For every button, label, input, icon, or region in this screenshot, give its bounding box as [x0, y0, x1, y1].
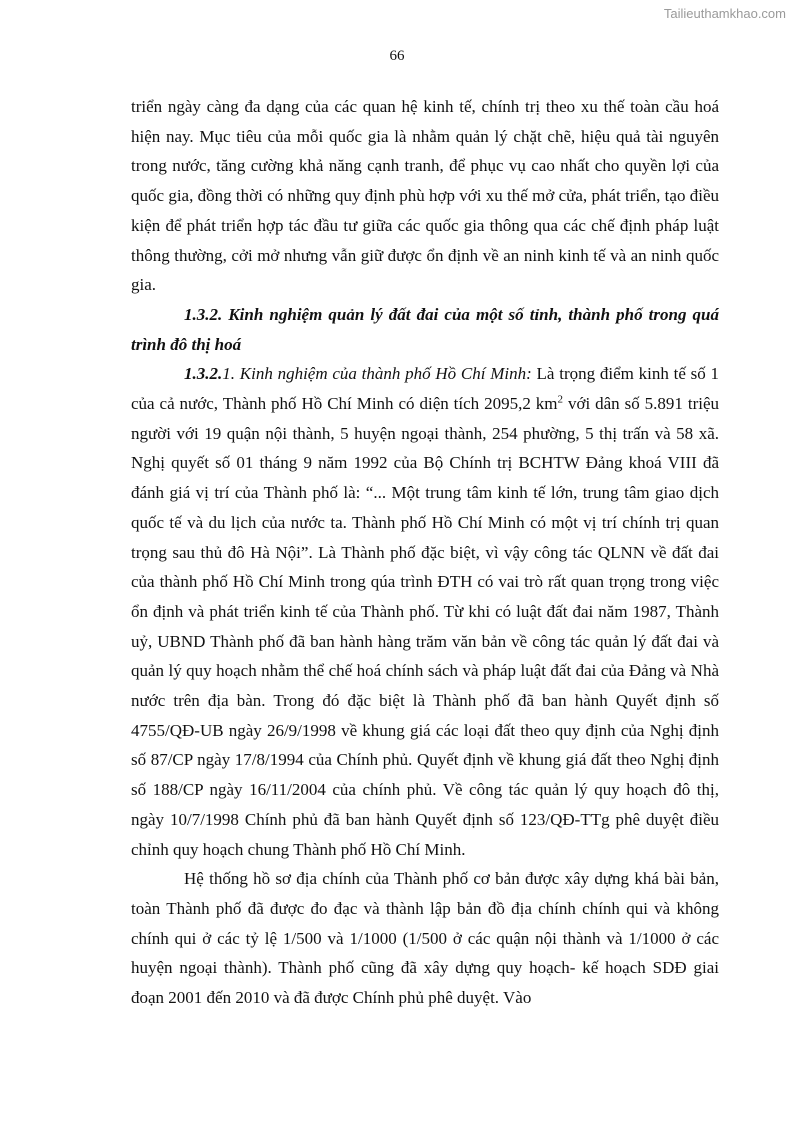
paragraph-1: triển ngày càng đa dạng của các quan hệ kinh tế, chính trị theo xu thế toàn cầu hoá hiện nay. Mục tiêu của mỗi quốc gia là nhằm quản lý chặt chẽ, hiệu quả tài nguyên trong nước, tăng cường khả năng cạnh tranh, để phục vụ cao nhất cho quyền lợi của quốc gia, đồng thời có những quy định phù hợp với xu thế mở cửa, phát triển, tạo điều kiện để phát triển hợp tác đầu tư giữa các quốc gia thông qua các chế định pháp luật thông thường, cởi mở nhưng vẫn giữ được ổn định về an ninh kinh tế và an ninh quốc gia.: [131, 97, 719, 295]
paragraph-3: Hệ thống hồ sơ địa chính của Thành phố cơ bản được xây dựng khá bài bản, toàn Thành phố đã được đo đạc và thành lập bản đồ địa chính chính qui và không chính qui ở các tỷ lệ 1/500 và 1/1000 (1/500 ở các quận nội thành và 1/1000 ở các huyện ngoại thành). Thành phố cũng đã xây dựng quy hoạch- kế hoạch SDĐ giai đoạn 2001 đến 2010 và đã được Chính phủ phê duyệt. Vào: [131, 869, 719, 1008]
subsection-number: 1.3.2.: [184, 364, 223, 384]
subsection-text-part1: Là trọng điểm kinh tế số 1 của cả nước, Thành phố Hồ Chí Minh có diện tích 2095,2 km: [131, 364, 719, 414]
section-heading: 1.3.2. Kinh nghiệm quản lý đất đai của một số tỉnh, thành phố trong quá trình đô thị hoá: [131, 304, 719, 354]
subsection-title: 1. Kinh nghiệm của thành phố Hồ Chí Minh:: [222, 364, 532, 384]
subsection-text-part2: với dân số 5.891 triệu người với 19 quận nội thành, 5 huyện ngoại thành, 254 phường, 5 thị trấn và 58 xã. Nghị quyết số 01 tháng 9 năm 1992 của Bộ Chính trị BCHTW Đảng khoá VIII đã đánh giá vị trí của Thành phố là: “... Một trung tâm kinh tế lớn, trung tâm giao dịch quốc tế và du lịch của nước ta. Thành phố Hồ Chí Minh có một vị trí chính trị quan trọng sau thủ đô Hà Nội”. Là Thành phố đặc biệt, vì vậy công tác QLNN về đất đai của thành phố Hồ Chí Minh trong qúa trình ĐTH có vai trò rất quan trọng trong việc ổn định và phát triển kinh tế của Thành phố. Từ khi có luật đất đai năm 1987, Thành uỷ, UBND Thành phố đã ban hành hàng trăm văn bản về công tác quản lý đất đai và quản lý quy hoạch nhằm thể chế hoá chính sách và pháp luật đất đai của Đảng và Nhà nước trên địa bàn. Trong đó đặc biệt là Thành phố đã ban hành Quyết định số 4755/QĐ-UB ngày 26/9/1998 về khung giá các loại đất theo quy định của Nghị định số 87/CP ngày 17/8/1994 của Chính phủ. Quyết định về khung giá đất theo Nghị định số 188/CP ngày 16/11/2004 của chính phủ. Về công tác quản lý quy hoạch đô thị, ngày 10/7/1998 Chính phủ đã ban hành Quyết định số 123/QĐ-TTg phê duyệt điều chỉnh quy hoạch chung Thành phố Hồ Chí Minh.: [131, 394, 720, 859]
area-unit-superscript: 2: [557, 393, 564, 406]
watermark: Tailieuthamkhao.com: [663, 6, 786, 21]
page-number: 66: [389, 48, 405, 64]
subsection-paragraph: [131, 359, 719, 864]
document-body: [131, 92, 719, 1013]
